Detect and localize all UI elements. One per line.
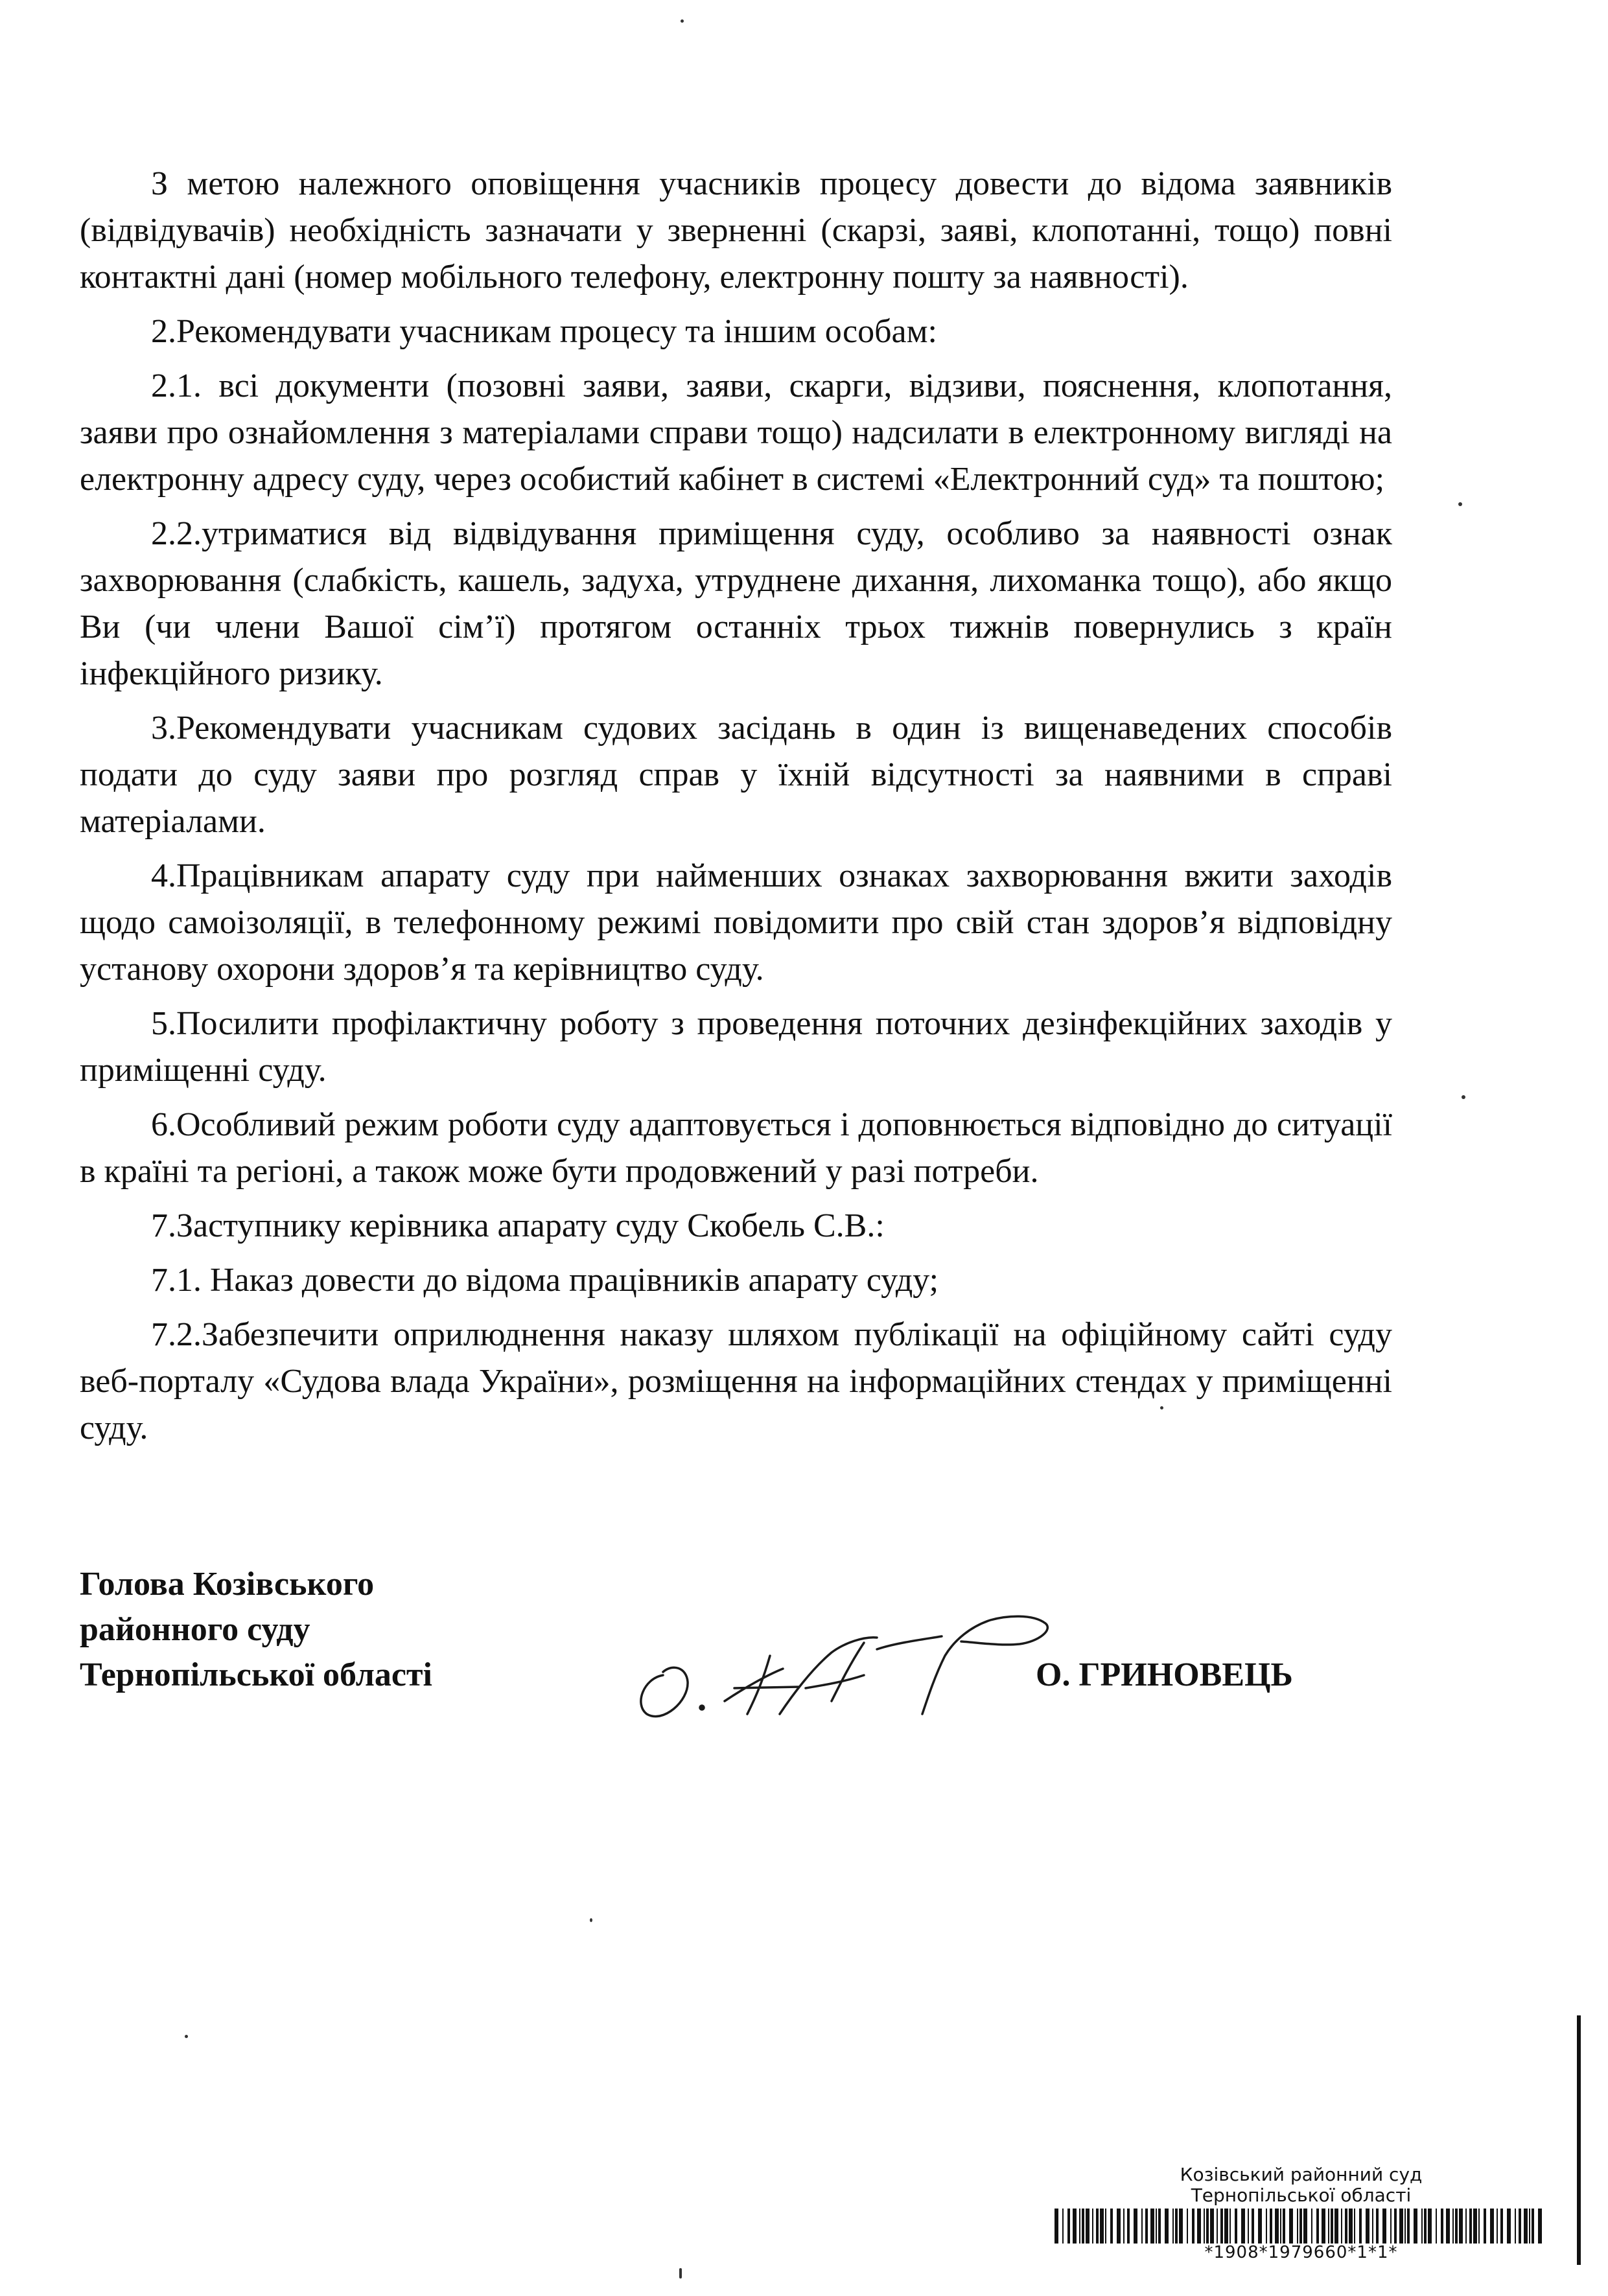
barcode-icon xyxy=(1053,2209,1549,2244)
paragraph-notification: З метою належного оповіщення учасників процесу довести до відома заявників (відвідувачів) необхідність зазначати у зверненні (скарзі, заяві, клопотанні, тощо) повні контактні дані (номер мобільного телефону, електронну пошту за наявності). xyxy=(80,165,1392,296)
paragraph-item-5: 5.Посилити профілактичну роботу з проведення поточних дезінфекційних заходів у приміщенні суду. xyxy=(80,1005,1392,1089)
signatory-title-line: районного суду xyxy=(80,1611,310,1648)
stamp-court-name: Козівський районний суд xyxy=(1180,2164,1423,2185)
scan-speck xyxy=(590,1918,592,1922)
scan-speck xyxy=(185,2035,188,2038)
registration-stamp xyxy=(1053,2164,1549,2275)
paragraph-item-2-1: 2.1. всі документи (позовні заяви, заяви, скарги, відзиви, пояснення, клопотання, заяви про ознайомлення з матеріалами справи тощо) надсилати в електронному вигляді на електронну адресу суду, через особистий кабінет в системі «Електронний суд» та поштою; xyxy=(80,367,1392,498)
paragraph-item-7-1: 7.1. Наказ довести до відома працівників апарату суду; xyxy=(151,1262,939,1299)
scan-edge-line xyxy=(1577,2015,1581,2265)
scan-speck xyxy=(1160,1406,1163,1409)
signatory-title-line: Голова Козівського xyxy=(80,1566,375,1603)
signature-block xyxy=(80,1562,1392,1730)
stamp-region: Тернопільської області xyxy=(1191,2185,1412,2206)
paragraph-item-2: 2.Рекомендувати учасникам процесу та іншим особам: xyxy=(151,313,937,350)
scan-speck xyxy=(681,19,684,23)
paragraph-item-7-2: 7.2.Забезпечити оприлюднення наказу шляхом публікації на офіційному сайті суду веб-порталу «Судова влада України», розміщення на інформаційних стендах у приміщенні суду. xyxy=(80,1316,1392,1446)
signatory-name: О. ГРИНОВЕЦЬ xyxy=(1036,1656,1293,1693)
paragraph-item-4: 4.Працівникам апарату суду при найменших ознаках захворювання вжити заходів щодо самоізоляції, в телефонному режимі повідомити про свій стан здоров’я відповідну установу охорони здоров’я та керівництво суду. xyxy=(80,857,1392,988)
paragraph-item-2-2: 2.2.утриматися від відвідування приміщення суду, особливо за наявності ознак захворювання (слабкість, кашель, задуха, утруднене дихання, лихоманка тощо), або якщо Ви (чи члени Вашої сім’ї) протягом останніх трьох тижнів повернулись з країн інфекційного ризику. xyxy=(80,515,1392,692)
paragraph-item-7: 7.Заступнику керівника апарату суду Скобель С.В.: xyxy=(151,1207,885,1244)
signatory-title-line: Тернопільської області xyxy=(80,1656,432,1693)
paragraph-item-3: 3.Рекомендувати учасникам судових засідань в один із вищенаведених способів подати до суду заяви про розгляд справ у їхній відсутності за наявними в справі матеріалами. xyxy=(80,710,1392,840)
scan-speck xyxy=(679,2268,682,2279)
signatory-title xyxy=(80,1562,432,1698)
paragraph-item-6: 6.Особливий режим роботи суду адаптовується і доповнюється відповідно до ситуації в країні та регіоні, а також може бути продовжений у разі потреби. xyxy=(80,1106,1392,1190)
scan-speck xyxy=(1462,1095,1465,1099)
barcode-number: *1908*1979660*1*1* xyxy=(1204,2243,1398,2262)
document-body xyxy=(80,161,1392,1459)
scan-speck xyxy=(1458,502,1462,506)
